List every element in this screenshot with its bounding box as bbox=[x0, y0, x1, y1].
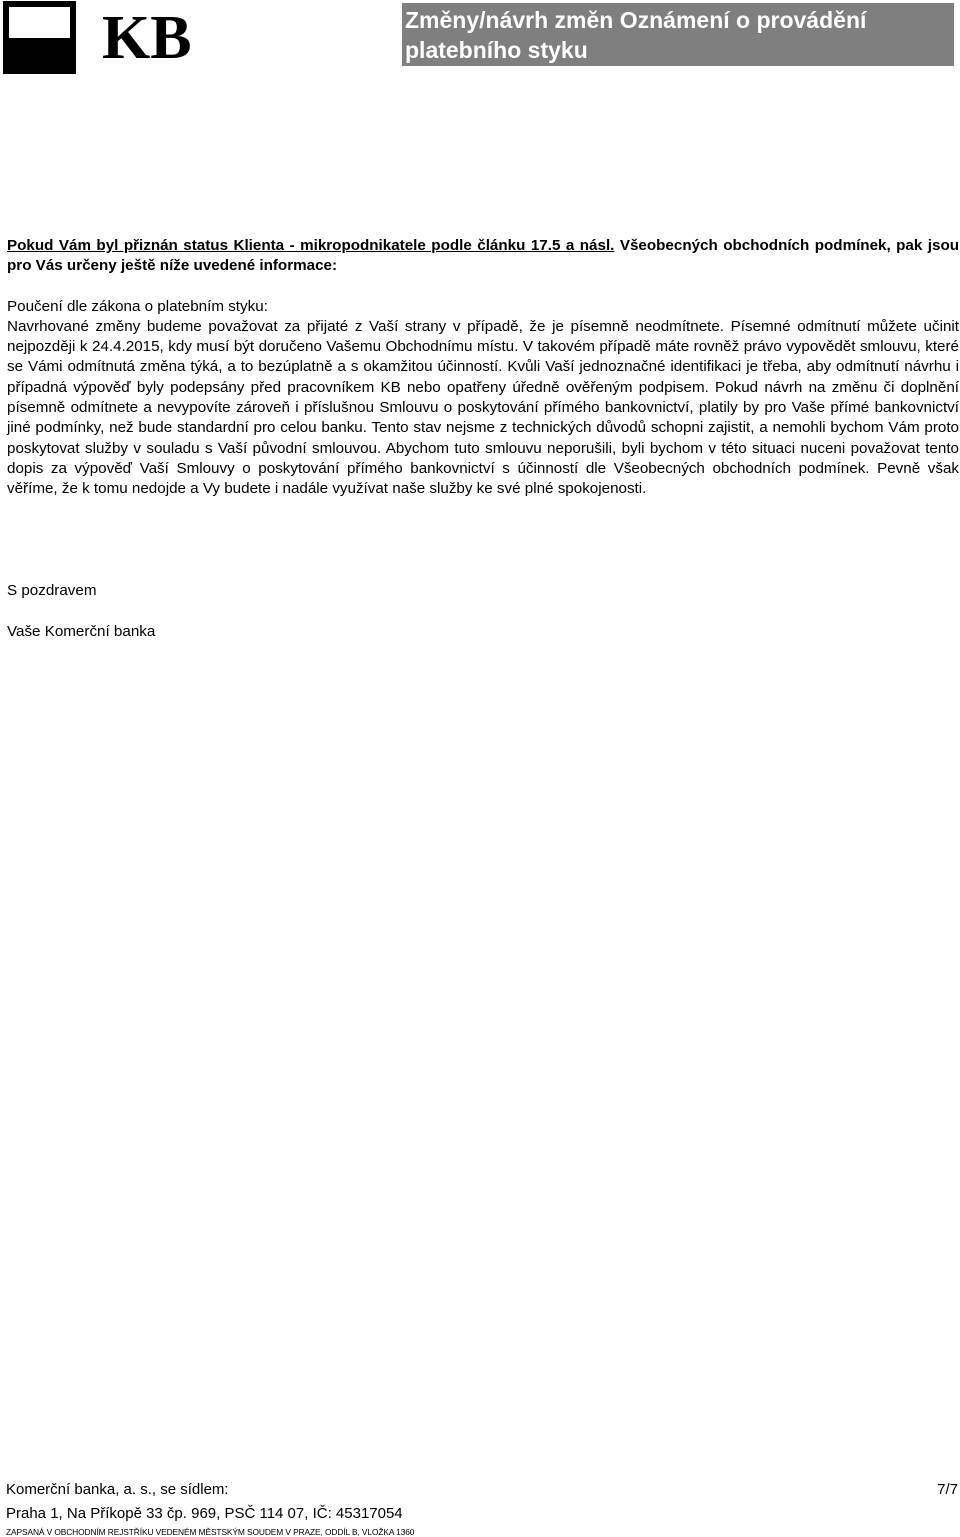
kb-logo-mark bbox=[3, 1, 76, 74]
footer-registry: ZAPSANÁ V OBCHODNÍM REJSTŘÍKU VEDENÉM MĚSTSKÝM SOUDEM V PRAZE, ODDÍL B, VLOŽKA 1360 bbox=[6, 1527, 415, 1537]
footer-company: Komerční banka, a. s., se sídlem: bbox=[6, 1481, 229, 1498]
page-number: 7/7 bbox=[937, 1481, 958, 1498]
document-title bbox=[402, 3, 954, 66]
intro-paragraph bbox=[7, 236, 959, 277]
logo-white-band bbox=[9, 7, 70, 38]
kb-logo-icon bbox=[102, 2, 222, 72]
logo-letters: KB bbox=[102, 4, 192, 72]
closing-signature: Vaše Komerční banka bbox=[7, 623, 156, 640]
letter-body bbox=[7, 236, 959, 500]
footer-address: Praha 1, Na Příkopě 33 čp. 969, PSČ 114 07, IČ: 45317054 bbox=[6, 1505, 403, 1522]
intro-underlined-text: Pokud Vám byl přiznán status Klienta - mikropodnikatele podle článku 17.5 a násl. bbox=[7, 237, 615, 254]
document-title-line2: platebního styku bbox=[405, 37, 588, 63]
page-footer bbox=[0, 1478, 960, 1537]
document-title-line1: Změny/návrh změn Oznámení o provádění bbox=[405, 7, 867, 33]
intro-rest-text: Všeobecných obchodních podmínek, pak jsou pro Vás určeny ještě níže uvedené informace: bbox=[7, 237, 960, 275]
section-subheading: Poučení dle zákona o platebním styku: bbox=[7, 297, 268, 315]
closing-greeting: S pozdravem bbox=[7, 582, 97, 599]
body-paragraph: Navrhované změny budeme považovat za přijaté z Vaší strany v případě, že je písemně neodmítnete. Písemné odmítnutí můžete učinit nejpozději k 24.4.2015, kdy musí být doručeno Vašemu Obchodnímu místu. V takovém případě máte rovněž právo vypovědět smlouvu, které se Vámi odmítnutá změna týká, a to bezúplatně a s okamžitou účinností. Kvůli Vaší jednoznačné identifikaci je třeba, aby odmítnutí návrhu i případná výpověď byly podepsány před pracovníkem KB nebo opatřeny úředně ověřeným podpisem. Pokud návrh na změnu či doplnění písemně odmítnete a nevypovíte zároveň i příslušnou Smlouvu o poskytování přímého bankovnictví, platily by pro Vaše přímé bankovnictví jiné podmínky, než bude standardní pro celou banku. Tento stav nejsme z technických důvodů schopni zajistit, a nemohli bychom Vám proto poskytovat služby v souladu s Vaší původní smlouvou. Abychom tuto smlouvu neporušili, byli bychom v této situaci nuceni považovat tento dopis za výpověď Vaší Smlouvy o poskytování přímého bankovnictví s účinností dle Všeobecných obchodních podmínek. Pevně však věříme, že k tomu nedojde a Vy budete i nadále využívat naše služby ke své plné spokojenosti. bbox=[7, 317, 959, 498]
page-header bbox=[0, 0, 960, 80]
